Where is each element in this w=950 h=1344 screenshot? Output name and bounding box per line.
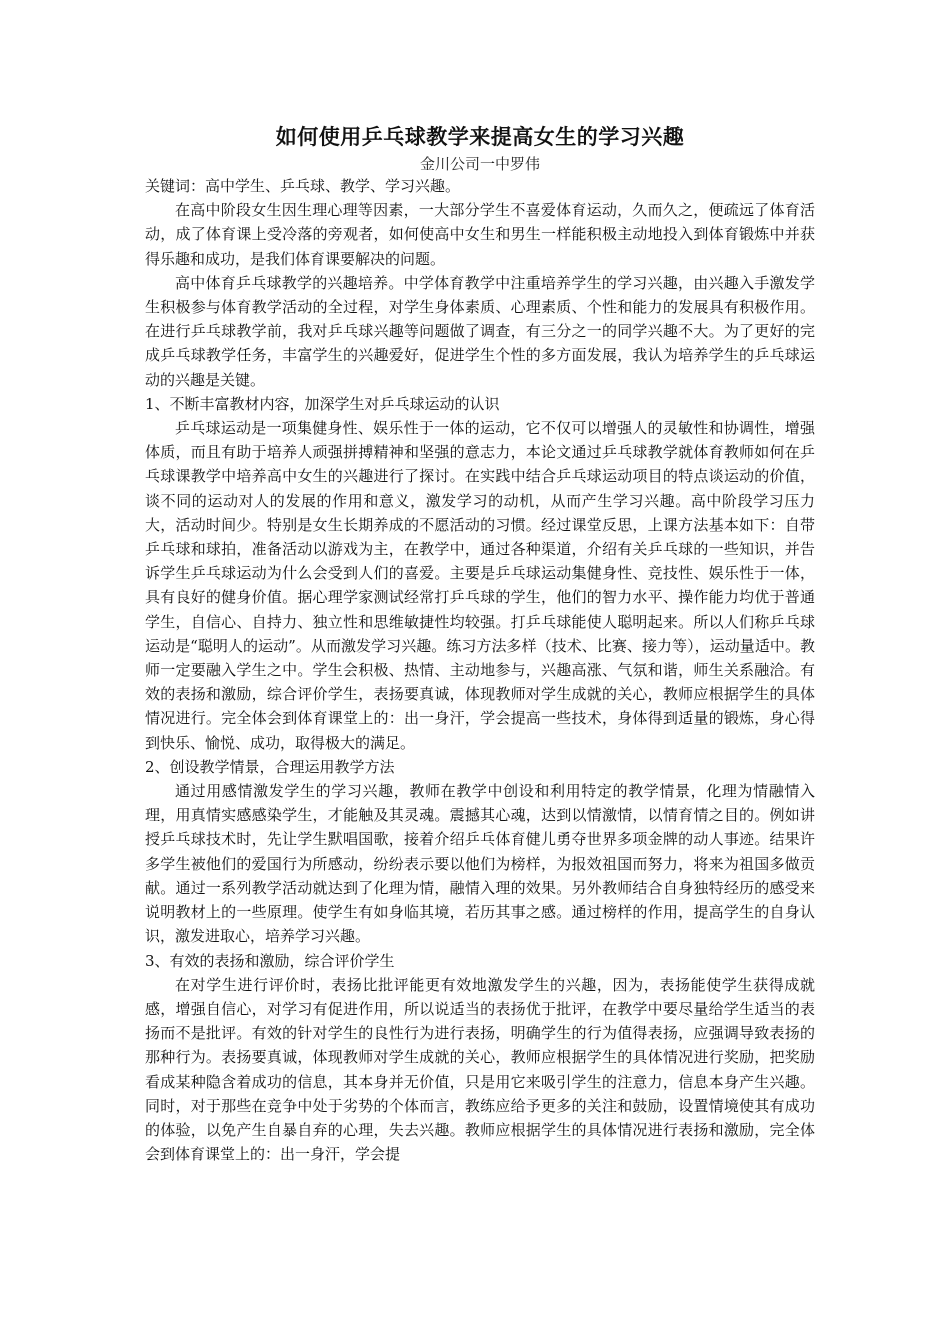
document-title: 如何使用乒乓球教学来提高女生的学习兴趣	[275, 125, 685, 149]
author-line: 金川公司一中罗伟	[419, 155, 540, 173]
paragraph-4: 通过用感情激发学生的学习兴趣，教师在教学中创设和利用特定的教学情景，化理为情融情入理，用真情实感感染学生，才能触及其灵魂。震撼其心魂，达到以情激情，以情育情之目的。例如讲授乒乓球技术时，先让学生默唱国歌，接着介绍乒乓体育健儿勇夺世界多项金牌的动人事迹。结果许多学生被他们的爱国行为所感动，纷纷表示要以他们为榜样，为报效祖国而努力，将来为祖国多做贡献。通过一系列教学活动就达到了化理为情，融情入理的效果。另外教师结合自身独特经历的感受来说明教材上的一些原理。使学生有如身临其境，若历其事之感。通过榜样的作用，提高学生的自身认识，激发进取心，培养学习兴趣。	[145, 782, 815, 946]
paragraph-3: 乒乓球运动是一项集健身性、娱乐性于一体的运动，它不仅可以增强人的灵敏性和协调性，增强体质，而且有助于培养人顽强拼搏精神和坚强的意志力，本论文通过乒乓球教学就体育教师如何在乒乓球课教学中培养高中女生的兴趣进行了探讨。在实践中结合乒乓球运动项目的特点谈运动的价值，谈不同的运动对人的发展的作用和意义，激发学习的动机，从而产生学习兴趣。高中阶段学习压力大，活动时间少。特别是女生长期养成的不愿活动的习惯。经过课堂反思，上课方法基本如下：自带乒乓球和球拍，准备活动以游戏为主，在教学中，通过各种渠道，介绍有关乒乓球的一些知识，并告诉学生乒乓球运动为什么会受到人们的喜爱。主要是乒乓球运动集健身性、竞技性、娱乐性于一体，具有良好的健身价值。据心理学家测试经常打乒乓球的学生，他们的智力水平、操作能力均优于普通学生，自信心、自持力、独立性和思维敏捷性均较强。打乒乓球能使人聪明起来。所以人们称乒乓球运动是“聪明人的运动”。从而激发学习兴趣。练习方法多样（技术、比赛、接力等），运动量适中。教师一定要融入学生之中。学生会积极、热情、主动地参与，兴趣高涨、气氛和谐，师生关系融洽。有效的表扬和激励，综合评价学生，表扬要真诚，体现教师对学生成就的关心，教师应根据学生的具体情况进行。完全体会到体育课堂上的：出一身汗，学会提高一些技术，身体得到适量的锻炼，身心得到快乐、愉悦、成功，取得极大的满足。	[145, 419, 815, 752]
section-heading-1: 1、不断丰富教材内容，加深学生对乒乓球运动的认识	[145, 394, 500, 413]
keywords-line: 关键词：高中学生、乒乓球、教学、学习兴趣。	[145, 177, 461, 195]
paragraph-1: 在高中阶段女生因生理心理等因素，一大部分学生不喜爱体育运动，久而久之，便疏远了体育活动，成了体育课上受冷落的旁观者，如何使高中女生和男生一样能积极主动地投入到体育锻炼中并获得乐趣和成功，是我们体育课要解决的问题。	[145, 201, 815, 268]
paragraph-2: 高中体育乒乓球教学的兴趣培养。中学体育教学中注重培养学生的学习兴趣，由兴趣入手激发学生积极参与体育教学活动的全过程，对学生身体素质、心理素质、个性和能力的发展具有积极作用。在进行乒乓球教学前，我对乒乓球兴趣等问题做了调查，有三分之一的同学兴趣不大。为了更好的完成乒乓球教学任务，丰富学生的兴趣爱好，促进学生个性的多方面发展，我认为培养学生的乒乓球运动的兴趣是关键。	[145, 273, 815, 389]
section-heading-3: 3、有效的表扬和激励，综合评价学生	[145, 951, 395, 970]
document-body	[145, 174, 815, 1166]
paragraph-5: 在对学生进行评价时，表扬比批评能更有效地激发学生的兴趣，因为，表扬能使学生获得成就感，增强自信心，对学习有促进作用，所以说适当的表扬优于批评，在教学中要尽量给学生适当的表扬而不是批评。有效的针对学生的良性行为进行表扬，明确学生的行为值得表扬，应强调导致表扬的那种行为。表扬要真诚，体现教师对学生成就的关心，教师应根据学生的具体情况进行奖励，把奖励看成某种隐含着成功的信息，其本身并无价值，只是用它来吸引学生的注意力，信息本身产生兴趣。同时，对于那些在竞争中处于劣势的个体而言，教练应给予更多的关注和鼓励，设置情境使其有成功的体验，以免产生自暴自弃的心理，失去兴趣。教师应根据学生的具体情况进行表扬和激励，完全体会到体育课堂上的：出一身汗，学会提	[145, 975, 815, 1164]
section-heading-2: 2、创设教学情景，合理运用教学方法	[145, 757, 395, 776]
